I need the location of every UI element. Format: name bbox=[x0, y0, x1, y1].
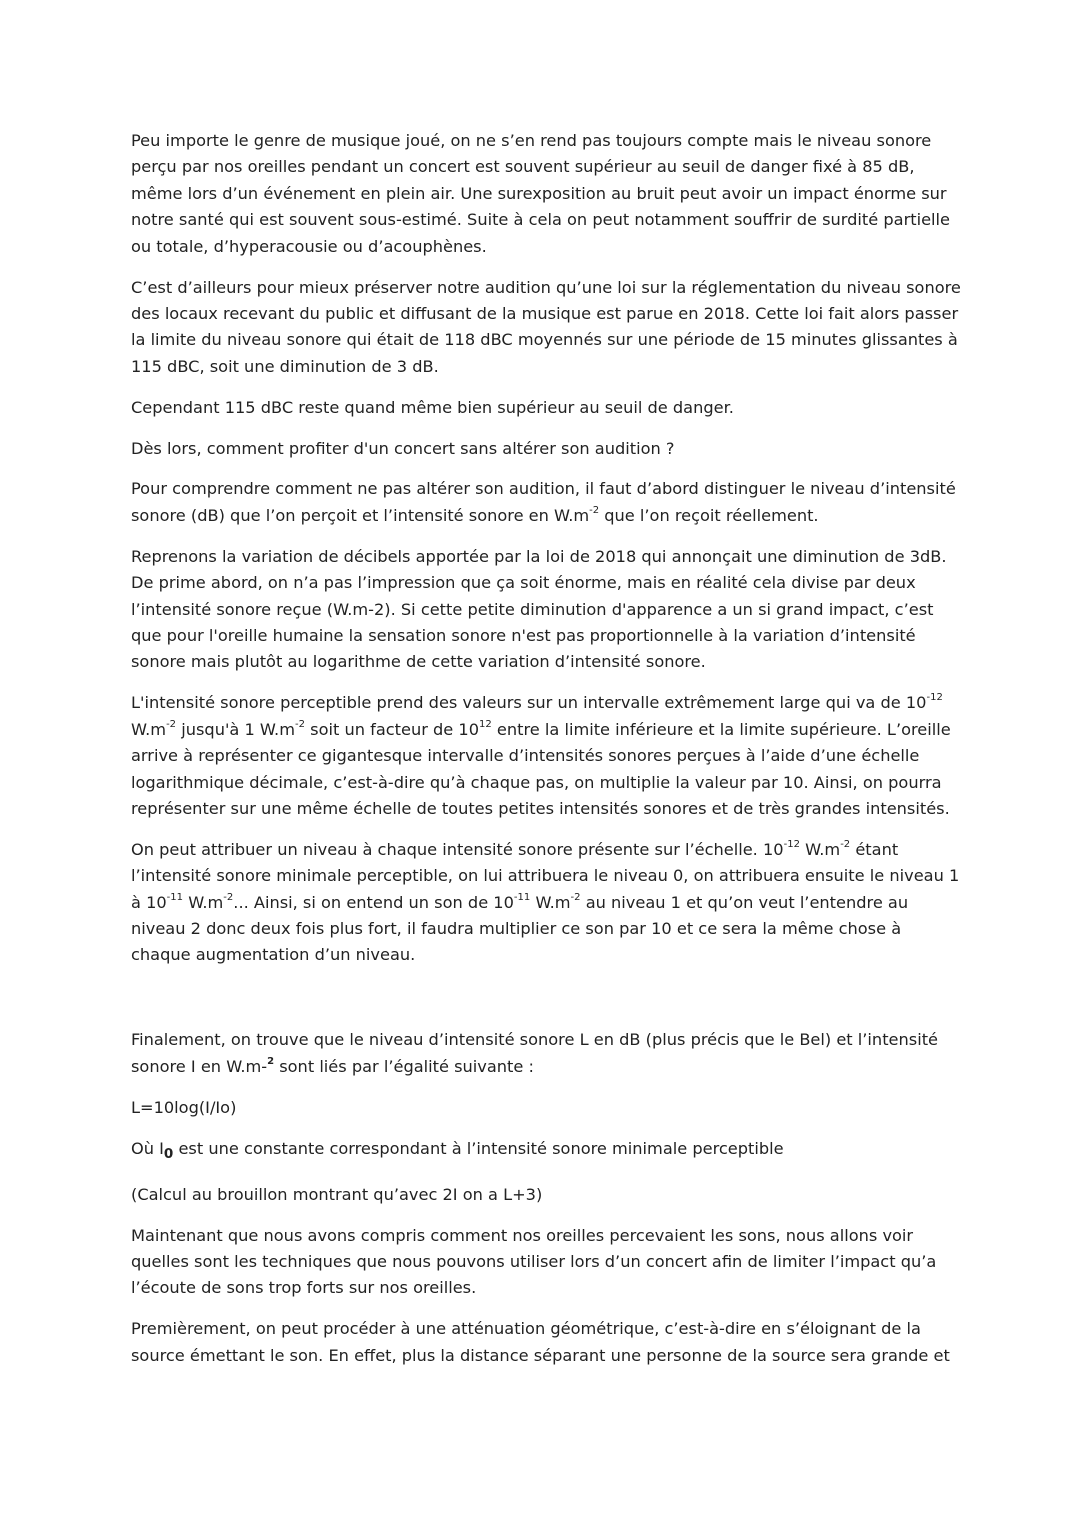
paragraph-constant-definition: Où $I_0$ est une constante correspondant à l’intensité sonore minimale perceptible bbox=[131, 1138, 784, 1162]
paragraph-formula-intro: Finalement, on trouve que le niveau d’intensité sonore L en dB (plus précis que le Bel) et l’intensité sonore I en W.m-$^2$ sont liés par l’égalité suivante : bbox=[131, 1030, 938, 1076]
blank-gap bbox=[131, 983, 961, 1027]
paragraph-levels: On peut attribuer un niveau à chaque intensité sonore présente sur l’échelle. $10^{-12}$ $W.m^{-2}$ étant l’intensité sonore minimale perceptible, on lui attribuera le niveau 0, on attribuera ensuite le niveau 1 à $10^{-11}$ $W.m^{-2}$... Ainsi, si on entend un son de $10^{-11}$ $W.m^{-2}$ au niveau 1 et qu’on veut l’entendre au niveau 2 donc deux fois plus fort, il faudra multiplier ce son par 10 et ce sera la même chose à chaque augmentation d’un niveau. bbox=[131, 838, 960, 965]
paragraph-3db-variation: Reprenons la variation de décibels apportée par la loi de 2018 qui annonçait une diminution de 3dB. De prime abord, on n’a pas l’impression que ça soit énorme, mais en réalité cela divise par deux l’intensité sonore reçue (W.m-2). Si cette petite diminution d'apparence a un si grand impact, c’est que pour l'oreille humaine la sensation sonore n'est pas proportionnelle à la variation d’intensité sonore mais plutôt au logarithme de cette variation d’intensité sonore. bbox=[131, 546, 947, 672]
paragraph-techniques-intro: Maintenant que nous avons compris comment nos oreilles percevaient les sons, nous allons voir quelles sont les techniques que nous pouvons utiliser lors d’un concert afin de limiter l’impact qu’a l’écoute de sons trop forts sur nos oreilles. bbox=[131, 1225, 937, 1298]
paragraph-danger-threshold: Cependant 115 dBC reste quand même bien supérieur au seuil de danger. bbox=[131, 397, 734, 417]
paragraph-intro: Peu importe le genre de musique joué, on ne s’en rend pas toujours compte mais le niveau sonore perçu par nos oreilles pendant un concert est souvent supérieur au seuil de danger fixé à 85 dB, même lors d’un événement en plein air. Une surexposition au bruit peut avoir un impact énorme sur notre santé qui est souvent sous-estimé. Suite à cela on peut notamment souffrir de surdité partielle ou totale, d’hyperacousie ou d’acouphènes. bbox=[131, 131, 950, 256]
paragraph-draft-calculation: (Calcul au brouillon montrant qu’avec 2I on a L+3) bbox=[131, 1184, 543, 1204]
paragraph-log-scale: L'intensité sonore perceptible prend des valeurs sur un intervalle extrêmement large qui va de $10^{-12}$ $W.m^{-2}$ jusqu'à 1 $W.m^{-2}$ soit un facteur de $10^{12}$ entre la limite inférieure et la limite supérieure. L’oreille arrive à représenter ce gigantesque intervalle d’intensités sonores perçues à l’aide d’une échelle logarithmique décimale, c’est-à-dire qu’à chaque pas, on multiplie la valeur par 10. Ainsi, on pourra représenter sur une même échelle de toutes petites intensités sonores et de très grandes intensités. bbox=[131, 692, 951, 818]
paragraph-geometric-attenuation: Premièrement, on peut procéder à une atténuation géométrique, c’est-à-dire en s’éloignant de la source émettant le son. En effet, plus la distance séparant une personne de la source sera grande et bbox=[131, 1319, 950, 1365]
document-page bbox=[131, 128, 961, 1384]
paragraph-question: Dès lors, comment profiter d'un concert sans altérer son audition ? bbox=[131, 438, 675, 458]
paragraph-distinguish: Pour comprendre comment ne pas altérer son audition, il faut d’abord distinguer le niveau d’intensité sonore (dB) que l’on perçoit et l’intensité sonore en $W.m^{-2}$ que l’on reçoit réellement. bbox=[131, 479, 956, 525]
paragraph-law-2018: C’est d’ailleurs pour mieux préserver notre audition qu’une loi sur la réglementation du niveau sonore des locaux recevant du public et diffusant de la musique est parue en 2018. Cette loi fait alors passer la limite du niveau sonore qui était de 118 dBC moyennés sur une période de 15 minutes glissantes à 115 dBC, soit une diminution de 3 dB. bbox=[131, 277, 961, 376]
formula-line: L=10log(I/Io) bbox=[131, 1097, 237, 1117]
